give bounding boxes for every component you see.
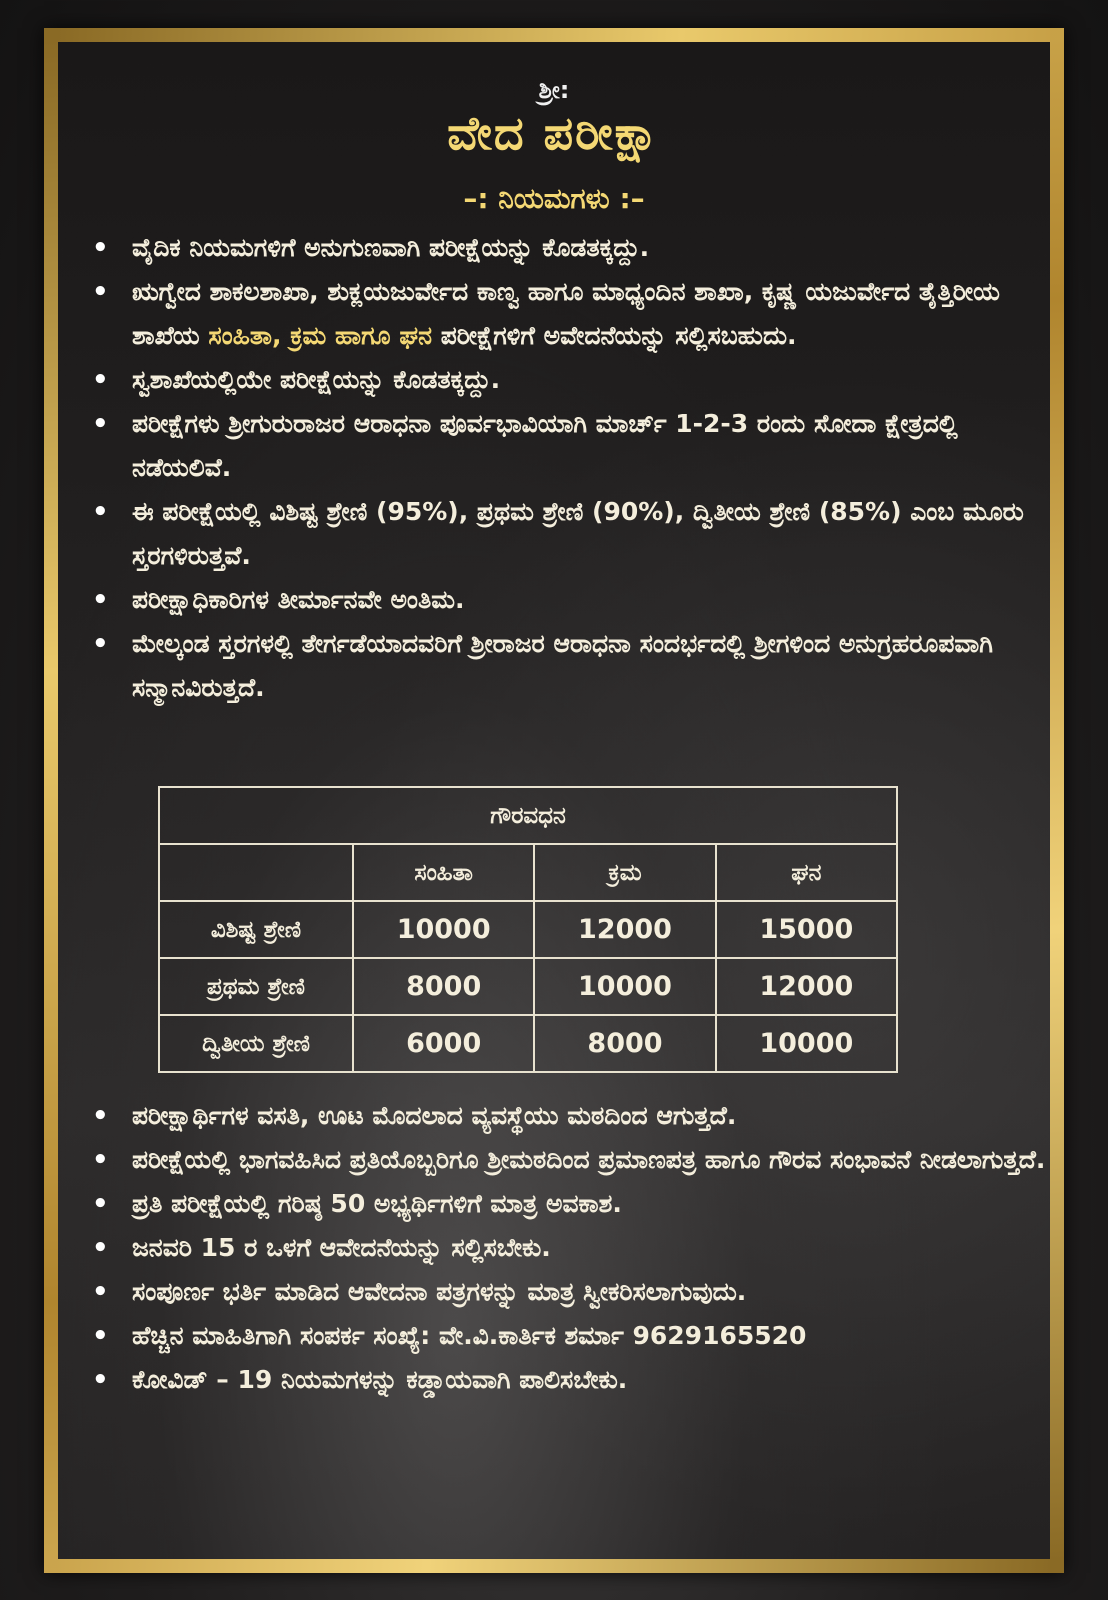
page-title: ವೇದ ಪರೀಕ್ಷಾ [447,106,661,160]
column-header: ಸಂಹಿತಾ [353,844,534,901]
row-header: ದ್ವಿತೀಯ ಶ್ರೇಣಿ [159,1015,353,1072]
rule-item: • ಮೇಲ್ಕಂಡ ಸ್ತರಗಳಲ್ಲಿ ತೇರ್ಗಡೆಯಾದವರಿಗೆ ಶ್ರೀರಾಜರ ಆರಾಧನಾ ಸಂದರ್ಭದಲ್ಲಿ ಶ್ರೀಗಳಿಂದ ಅನುಗ್ರಹರೂಪವಾಗಿ ಸನ್ಮಾನವಿರುತ್ತದೆ. [86,622,1046,710]
table-cell: 12000 [716,958,897,1015]
rule-item: • ಪರೀಕ್ಷೆಯಲ್ಲಿ ಭಾಗವಹಿಸಿದ ಪ್ರತಿಯೊಬ್ಬರಿಗೂ ಶ್ರೀಮಠದಿಂದ ಪ್ರಮಾಣಪತ್ರ ಹಾಗೂ ಗೌರವ ಸಂಭಾವನೆ ನೀಡಲಾಗುತ್ತದೆ. [86,1138,1046,1182]
rules-list-top [86,226,1046,710]
gold-frame [44,28,1064,1573]
rule-item: • ಜನವರಿ 15 ರ ಒಳಗೆ ಆವೇದನೆಯನ್ನು ಸಲ್ಲಿಸಬೇಕು. [86,1226,1046,1270]
table-corner-cell [159,844,353,901]
rules-list-bottom [86,1094,1046,1402]
table-cell: 12000 [534,901,715,958]
rule-text: ಋಗ್ವೇದ ಶಾಕಲಶಾಖಾ, ಶುಕ್ಲಯಜುರ್ವೇದ ಕಾಣ್ವ ಹಾಗೂ ಮಾಧ್ಯಂದಿನ ಶಾಖಾ, ಕೃಷ್ಣ ಯಜುರ್ವೇದ ತೈತ್ತಿರೀಯ ಶಾಖೆಯ [132,277,1000,350]
rule-item: • ಪರೀಕ್ಷಾರ್ಥಿಗಳ ವಸತಿ, ಊಟ ಮೊದಲಾದ ವ್ಯವಸ್ಥೆಯು ಮಠದಿಂದ ಆಗುತ್ತದೆ. [86,1094,1046,1138]
rule-item: • ಹೆಚ್ಚಿನ ಮಾಹಿತಿಗಾಗಿ ಸಂಪರ್ಕ ಸಂಖ್ಯೆ: ವೇ.ವಿ.ಕಾರ್ತಿಕ ಶರ್ಮಾ 9629165520 [86,1314,1046,1358]
rule-item: • ವೈದಿಕ ನಿಯಮಗಳಿಗೆ ಅನುಗುಣವಾಗಿ ಪರೀಕ್ಷೆಯನ್ನು ಕೊಡತಕ್ಕದ್ದು. [86,226,1046,270]
row-header: ವಿಶಿಷ್ಟ ಶ್ರೇಣಿ [159,901,353,958]
table-row [159,901,897,958]
rule-item: • ಕೋವಿಡ್ – 19 ನಿಯಮಗಳನ್ನು ಕಡ್ಡಾಯವಾಗಿ ಪಾಲಿಸಬೇಕು. [86,1358,1046,1402]
row-header: ಪ್ರಥಮ ಶ್ರೇಣಿ [159,958,353,1015]
rule-item: • ಸ್ವಶಾಖೆಯಲ್ಲಿಯೇ ಪರೀಕ್ಷೆಯನ್ನು ಕೊಡತಕ್ಕದ್ದು. [86,358,1046,402]
table-cell: 15000 [716,901,897,958]
column-header: ಘನ [716,844,897,901]
column-header: ಕ್ರಮ [534,844,715,901]
table-title: ಗೌರವಧನ [159,787,897,844]
rule-item: • ಪರೀಕ್ಷಾಧಿಕಾರಿಗಳ ತೀರ್ಮಾನವೇ ಅಂತಿಮ. [86,578,1046,622]
rules-heading: –: ನಿಯಮಗಳು :– [463,182,645,215]
honorarium-table [158,786,898,1073]
table-cell: 10000 [353,901,534,958]
table-cell: 8000 [534,1015,715,1072]
table-title-row [159,787,897,844]
table-row [159,958,897,1015]
rule-highlight: ಸಂಹಿತಾ, ಕ್ರಮ ಹಾಗೂ ಘನ [208,321,432,350]
rule-item: • ಪರೀಕ್ಷೆಗಳು ಶ್ರೀಗುರುರಾಜರ ಆರಾಧನಾ ಪೂರ್ವಭಾವಿಯಾಗಿ ಮಾರ್ಚ್ 1-2-3 ರಂದು ಸೋದಾ ಕ್ಷೇತ್ರದಲ್ಲಿ ನಡೆಯಲಿವೆ. [86,402,1046,490]
table-cell: 8000 [353,958,534,1015]
table-cell: 10000 [716,1015,897,1072]
rule-item: • ಪ್ರತಿ ಪರೀಕ್ಷೆಯಲ್ಲಿ ಗರಿಷ್ಠ 50 ಅಭ್ಯರ್ಥಿಗಳಿಗೆ ಮಾತ್ರ ಅವಕಾಶ. [86,1182,1046,1226]
table-cell: 10000 [534,958,715,1015]
table-header-row [159,844,897,901]
table-row [159,1015,897,1072]
rule-item [86,270,1046,358]
rule-item: • ಸಂಪೂರ್ಣ ಭರ್ತಿ ಮಾಡಿದ ಆವೇದನಾ ಪತ್ರಗಳನ್ನು ಮಾತ್ರ ಸ್ವೀಕರಿಸಲಾಗುವುದು. [86,1270,1046,1314]
table-cell: 6000 [353,1015,534,1072]
rule-text: ಪರೀಕ್ಷೆಗಳಿಗೆ ಅವೇದನೆಯನ್ನು ಸಲ್ಲಿಸಬಹುದು. [432,321,797,350]
shri-invocation: ಶ್ರೀ: [538,76,570,104]
rule-item: • ಈ ಪರೀಕ್ಷೆಯಲ್ಲಿ ವಿಶಿಷ್ಟ ಶ್ರೇಣಿ (95%), ಪ್ರಥಮ ಶ್ರೇಣಿ (90%), ದ್ವಿತೀಯ ಶ್ರೇಣಿ (85%) ಎಂಬ ಮೂರು ಸ್ತರಗಳಿರುತ್ತವೆ. [86,490,1046,578]
